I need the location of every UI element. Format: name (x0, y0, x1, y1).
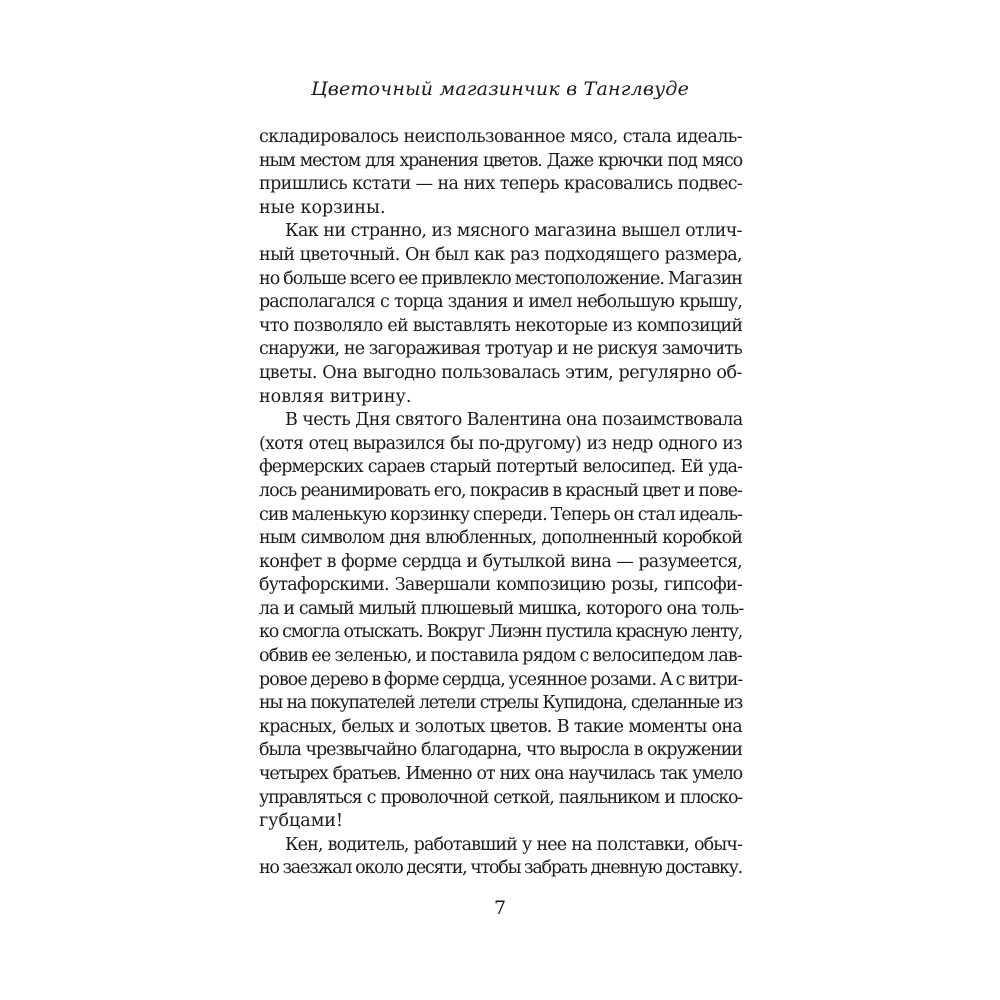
text-line: цветы. Она выгодно пользовалась этим, регулярно об- (259, 362, 742, 383)
text-line: ны на покупателей летели стрелы Купидона, сделанные из (259, 693, 742, 714)
text-line: что позволяло ей выставлять некоторые из композиций (259, 315, 743, 336)
text-line: (хотя отец выразился бы по-другому) из недр одного из (259, 433, 742, 454)
text-line: лось реанимировать его, покрасив в красный цвет и пове- (259, 480, 742, 501)
text-line: ным местом для хранения цветов. Даже крючки под мясо (259, 150, 742, 171)
text-line: ко смогла отыскать. Вокруг Лиэнн пустила красную ленту, (259, 622, 742, 643)
text-line: пришлись кстати — на них теперь красовались подвес- (259, 174, 743, 195)
text-line: складировалось неиспользованное мясо, стала идеаль- (259, 127, 742, 147)
text-line: четырех братьев. Именно от них она научилась так умело (259, 764, 742, 785)
text-line: но больше всего ее привлекло местоположение. Магазин (259, 268, 742, 289)
text-line: ла и самый милый плюшевый мишка, которого она толь- (259, 598, 744, 619)
text-line: красных, белых и золотых цветов. В такие моменты она (259, 716, 742, 737)
text-line: новляя витрину. (259, 386, 412, 407)
text-line: ные корзины. (259, 197, 386, 218)
text-line: сив маленькую корзинку спереди. Теперь он стал идеаль- (259, 504, 742, 525)
text-line: Как ни странно, из мясного магазина вышел отлич- (285, 221, 742, 242)
text-line: конфет в форме сердца и бутылкой вина — разумеется, (259, 551, 742, 572)
running-header: Цветочный магазинчик в Танглвуде (310, 78, 690, 100)
text-line: Кен, водитель, работавший у нее на полставки, обыч- (285, 834, 742, 855)
text-line: бутафорскими. Завершали композицию розы, гипсофи- (259, 575, 742, 596)
text-line: фермерских сараев старый потертый велосипед. Ей уда- (259, 457, 742, 478)
text-line: была чрезвычайно благодарна, что выросла в окружении (259, 740, 742, 761)
text-line: губцами! (259, 811, 343, 832)
text-line: ровое дерево в форме сердца, усеянное розами. А с витри- (259, 669, 743, 690)
text-line: управляться с проволочной сеткой, паяльником и плоско- (259, 787, 742, 808)
body-text (259, 126, 742, 881)
page-number: 7 (493, 897, 507, 919)
text-line: но заезжал около десяти, чтобы забрать дневную доставку. (259, 858, 742, 879)
text-line: располагался с торца здания и имел небольшую крышу, (259, 292, 742, 313)
text-line: снаружи, не загораживая тротуар и не рискуя замочить (259, 339, 742, 360)
text-line: ный цветочный. Он был как раз подходящего размера, (259, 244, 742, 265)
text-line: В честь Дня святого Валентина она позаимствовала (285, 410, 743, 431)
text-line: обвив ее зеленью, и поставила рядом с велосипедом лав- (259, 646, 742, 667)
text-line: ным символом дня влюбленных, дополненный коробкой (259, 528, 742, 549)
